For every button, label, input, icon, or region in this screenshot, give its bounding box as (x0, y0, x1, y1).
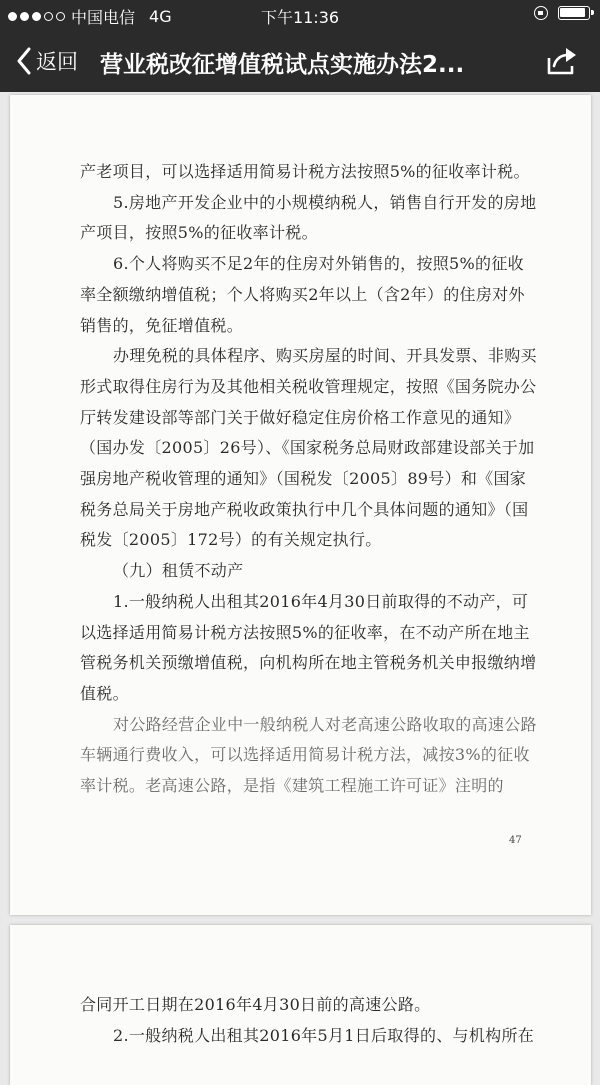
section-heading: （九）租赁不动产 (113, 561, 244, 581)
clock: 下午11:36 (260, 8, 340, 27)
back-button[interactable] (16, 46, 78, 76)
share-icon (546, 46, 578, 76)
paragraph: 产老项目，可以选择适用简易计税方法按照5%的征收率计税。 (80, 162, 530, 181)
carrier-label: 中国电信 (71, 8, 136, 27)
orientation-lock-icon (534, 6, 548, 20)
document-page-1[interactable] (10, 95, 591, 915)
document-page-2[interactable] (10, 925, 591, 1085)
page-number: 47 (509, 835, 522, 846)
paragraph: 6.个人将购买不足2年的住房对外销售的，按照5%的征收率全额缴纳增值税；个人将购买2年以上（含2年）的住房对外销售的，免征增值税。 (80, 254, 525, 335)
paragraph: 合同开工日期在2016年4月30日前的高速公路。 (80, 995, 431, 1014)
status-bar (0, 0, 600, 30)
paragraph: 5.房地产开发企业中的小规模纳税人，销售自行开发的房地产项目，按照5%的征收率计税。 (80, 192, 537, 243)
share-button[interactable] (546, 46, 578, 80)
nav-bar (0, 30, 600, 92)
page-title: 营业税改征增值税试点实施办法2... (100, 52, 465, 78)
battery-icon (558, 6, 590, 20)
status-right (534, 6, 590, 20)
back-label: 返回 (36, 50, 78, 74)
paragraph: 对公路经营企业中一般纳税人对老高速公路收取的高速公路车辆通行费收入，可以选择适用简易计税方法，减按3%的征收率计税。老高速公路，是指《建筑工程施工许可证》注明的 (80, 714, 537, 796)
paragraph: 1.一般纳税人出租其2016年4月30日前取得的不动产，可以选择适用简易计税方法按照5%的征收率，在不动产所在地主管税务机关预缴增值税，向机构所在地主管税务机关申报缴纳增值税。 (80, 591, 537, 703)
page-2-text (80, 990, 540, 1051)
paragraph: 办理免税的具体程序、购买房屋的时间、开具发票、非购买形式取得住房行为及其他相关税收管理规定，按照《国务院办公厅转发建设部等部门关于做好稳定住房价格工作意见的通知》（国办发〔2005〕26号）、《国家税务总局财政部建设部关于加强房地产税收管理的通知》（国税发〔2005〕89号）和《国家税务总局关于房地产税收政策执行中几个具体问题的通知》（国税发〔2005〕172号）的有关规定执行。 (80, 346, 537, 550)
page-1-text (80, 157, 540, 802)
network-label: 4G (149, 7, 172, 26)
paragraph: 2.一般纳税人出租其2016年5月1日后取得的、与机构所在 (113, 1025, 535, 1045)
chevron-left-icon (16, 47, 32, 75)
